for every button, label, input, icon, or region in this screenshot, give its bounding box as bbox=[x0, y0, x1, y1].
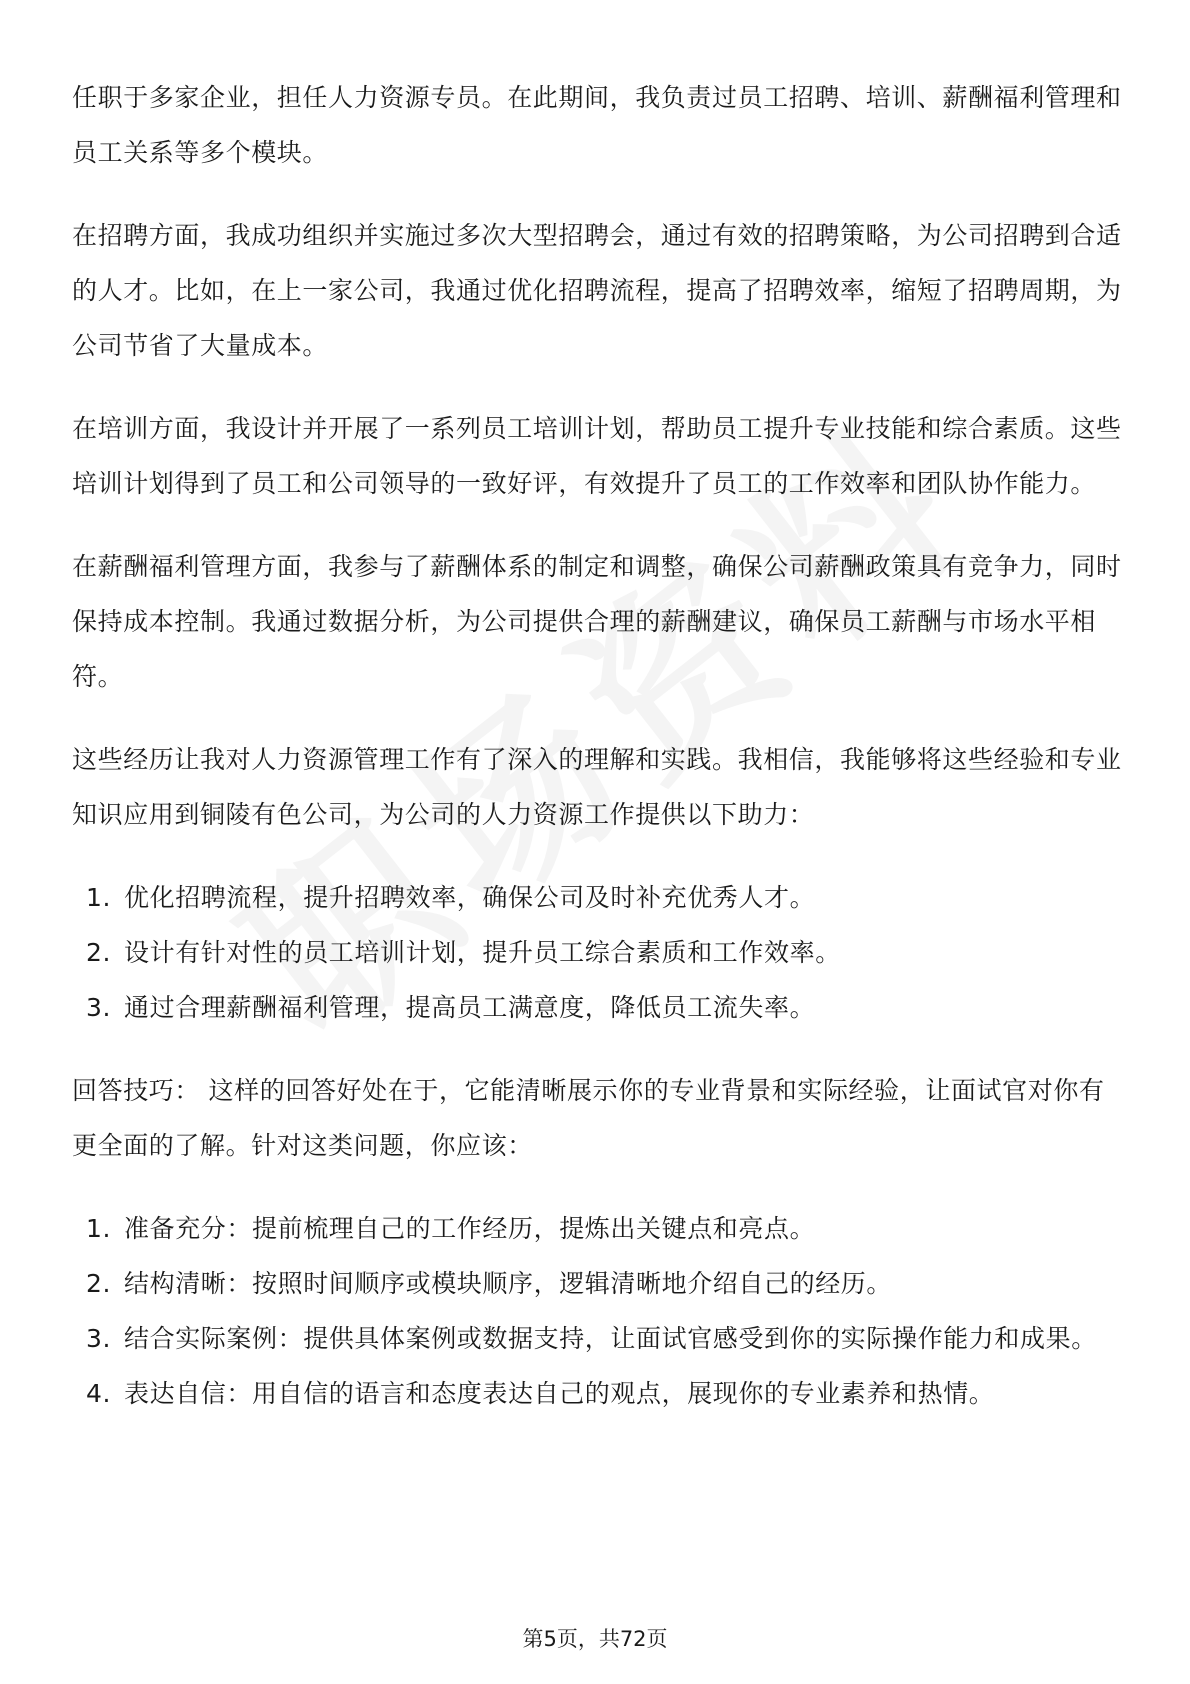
list-text: 设计有针对性的员工培训计划，提升员工综合素质和工作效率。 bbox=[124, 938, 841, 967]
contribution-list bbox=[72, 870, 1122, 1035]
list-number: 2. bbox=[86, 1269, 112, 1298]
paragraph-experience: 任职于多家企业，担任人力资源专员。在此期间，我负责过员工招聘、培训、薪酬福利管理和员工关系等多个模块。 bbox=[72, 83, 1122, 167]
list-item bbox=[72, 1201, 1122, 1256]
list-number: 1. bbox=[86, 1214, 112, 1243]
list-number: 1. bbox=[86, 883, 112, 912]
list-text: 结合实际案例：提供具体案例或数据支持，让面试官感受到你的实际操作能力和成果。 bbox=[124, 1324, 1097, 1353]
list-item bbox=[72, 870, 1122, 925]
tips-list bbox=[72, 1201, 1122, 1421]
list-number: 2. bbox=[86, 938, 112, 967]
list-number: 4. bbox=[86, 1379, 112, 1408]
paragraph-answer-tips: 回答技巧： 这样的回答好处在于，它能清晰展示你的专业背景和实际经验，让面试官对你有更全面的了解。针对这类问题，你应该： bbox=[72, 1076, 1105, 1160]
list-item bbox=[72, 980, 1122, 1035]
list-number: 3. bbox=[86, 1324, 112, 1353]
list-item bbox=[72, 1311, 1122, 1366]
list-text: 通过合理薪酬福利管理，提高员工满意度，降低员工流失率。 bbox=[124, 993, 816, 1022]
paragraph-training: 在培训方面，我设计并开展了一系列员工培训计划，帮助员工提升专业技能和综合素质。这些培训计划得到了员工和公司领导的一致好评，有效提升了员工的工作效率和团队协作能力。 bbox=[72, 414, 1122, 498]
paragraph-recruitment: 在招聘方面，我成功组织并实施过多次大型招聘会，通过有效的招聘策略，为公司招聘到合适的人才。比如，在上一家公司，我通过优化招聘流程，提高了招聘效率，缩短了招聘周期，为公司节省了大量成本。 bbox=[72, 221, 1122, 360]
list-text: 优化招聘流程，提升招聘效率，确保公司及时补充优秀人才。 bbox=[124, 883, 816, 912]
paragraph-summary: 这些经历让我对人力资源管理工作有了深入的理解和实践。我相信，我能够将这些经验和专业知识应用到铜陵有色公司，为公司的人力资源工作提供以下助力： bbox=[72, 745, 1122, 829]
list-text: 准备充分：提前梳理自己的工作经历，提炼出关键点和亮点。 bbox=[124, 1214, 816, 1243]
page-number: 第5页，共72页 bbox=[522, 1627, 668, 1651]
list-item bbox=[72, 925, 1122, 980]
document-body bbox=[72, 70, 1122, 1449]
paragraph-compensation: 在薪酬福利管理方面，我参与了薪酬体系的制定和调整，确保公司薪酬政策具有竞争力，同时保持成本控制。我通过数据分析，为公司提供合理的薪酬建议，确保员工薪酬与市场水平相符。 bbox=[72, 552, 1122, 691]
list-text: 结构清晰：按照时间顺序或模块顺序，逻辑清晰地介绍自己的经历。 bbox=[124, 1269, 893, 1298]
list-item bbox=[72, 1366, 1122, 1421]
list-item bbox=[72, 1256, 1122, 1311]
list-text: 表达自信：用自信的语言和态度表达自己的观点，展现你的专业素养和热情。 bbox=[124, 1379, 995, 1408]
list-number: 3. bbox=[86, 993, 112, 1022]
